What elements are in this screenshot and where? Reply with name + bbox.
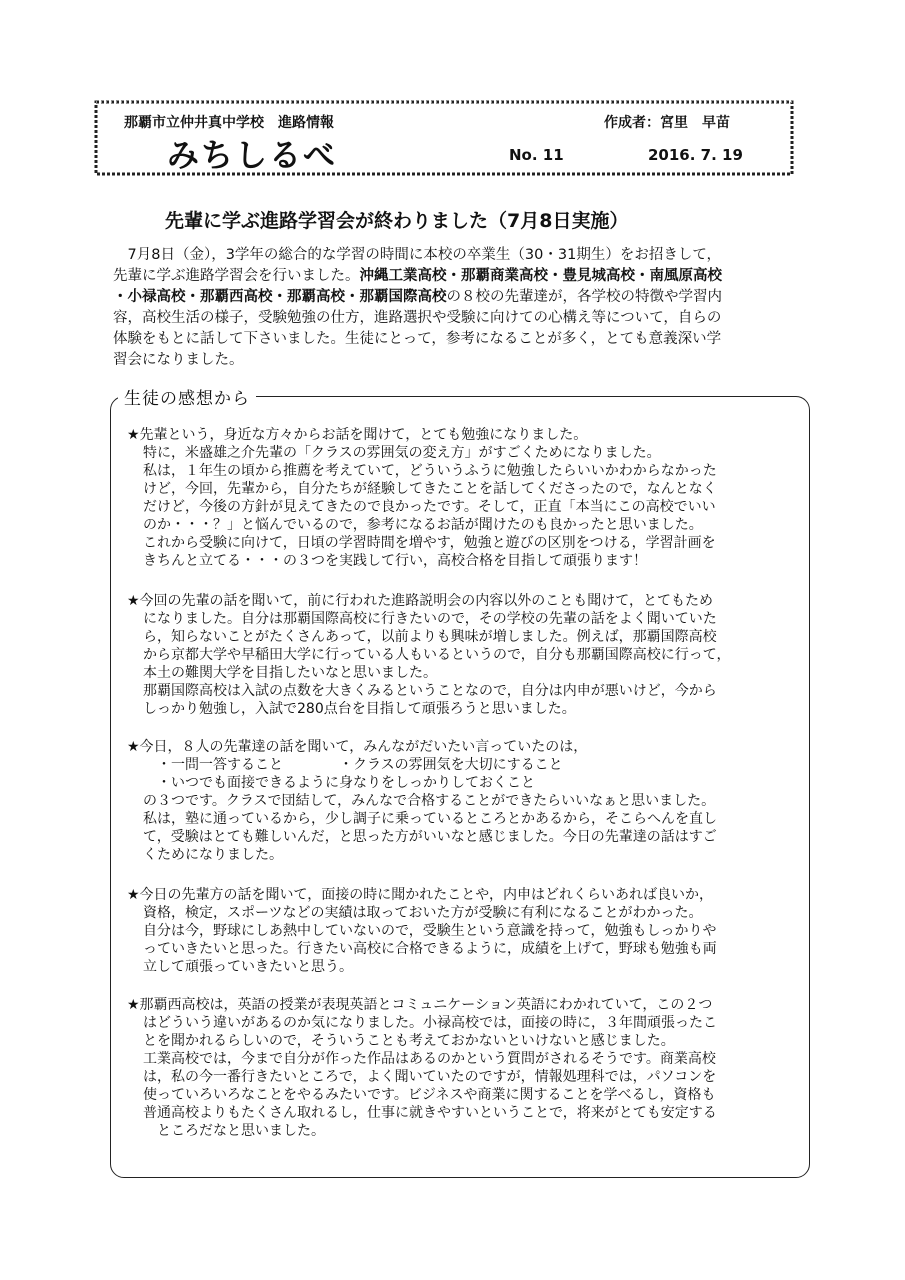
comment-line: ところだなと思いました。: [157, 1123, 325, 1139]
comment-line: くためになりました。: [143, 847, 283, 863]
intro-line: 体験をもとに話して下さいました。生徒にとって，参考になることが多く，とても意義深い学: [113, 331, 722, 347]
comment-line: 私は，塾に通っているから，少し調子に乗っているところとかあるから，そこらへんを直し: [143, 811, 717, 827]
comment-line: て，受験はとても難しいんだ，と思った方がいいなと感じました。今日の先輩達の話はすご: [143, 829, 717, 845]
comment-line: けど，今回，先輩から，自分たちが経験してきたことを話してくださったので，なんとなく: [143, 481, 717, 497]
comment-line: ★今日の先輩方の話を聞いて，面接の時に聞かれたことや，内申はどれくらいあれば良いか，: [127, 887, 713, 903]
school-name: 那覇市立仲井真中学校 進路情報: [124, 115, 334, 131]
comment-line: 本土の難関大学を目指したいなと思いました。: [143, 665, 437, 681]
author: 作成者：宮里 早苗: [604, 115, 730, 131]
comment-line: ★那覇西高校は，英語の授業が表現英語とコミュニケーション英語にわかれていて，この２つ: [127, 997, 713, 1013]
comment-line: のか・・・？」と悩んでいるので，参考になるお話が聞けたのも良かったと思いました。: [143, 517, 703, 533]
comment-line: とを聞かれるらしいので，そういうことも考えておかないといけないと感じました。: [143, 1033, 675, 1049]
comment-block: [127, 426, 807, 570]
issue-date: 2016. 7. 19: [648, 146, 743, 164]
comment-line: ★今日，８人の先輩達の話を聞いて，みんながだいたい言っていたのは，: [127, 739, 588, 755]
comment-line: から京都大学や早稲田大学に行っている人もいるというので，自分も那覇国際高校に行って，: [143, 647, 731, 663]
comment-line: しっかり勉強し，入試で280点台を目指して頑張ろうと思いました。: [143, 701, 576, 717]
intro-line: [113, 287, 803, 308]
comment-line: ★先輩という，身近な方々からお話を聞けて，とても勉強になりました。: [127, 427, 588, 443]
comment-block: [127, 996, 807, 1140]
school-list-bold: ・小禄高校・那覇西高校・那覇高校・那覇国際高校: [113, 289, 447, 305]
comment-line: は，私の今一番行きたいところで，よく聞いていたのですが，情報処理科では，パソコンを: [143, 1069, 717, 1085]
comment-line: 特に，米盛雄之介先輩の「クラスの雰囲気の変え方」がすごくためになりました。: [143, 445, 661, 461]
comment-line: 工業高校では，今まで自分が作った作品はあるのかという質問がされるそうです。商業高校: [143, 1051, 716, 1067]
comments-section-label: 生徒の感想から: [118, 384, 256, 409]
issue-number: No. 11: [509, 146, 564, 164]
intro-line: 7月8日（金），3学年の総合的な学習の時間に本校の卒業生（30・31期生）をお招きして，: [113, 247, 722, 263]
intro-line: [113, 266, 803, 287]
intro-line: 容，高校生活の様子，受験勉強の仕方，進路選択や受験に向けての心構え等について，自らの: [113, 310, 722, 326]
comment-block: [127, 592, 807, 718]
comment-line: 使っていろいろなことをやるみたいです。ビジネスや商業に関することを学べるし，資格も: [143, 1087, 716, 1103]
comment-block: [127, 738, 807, 864]
intro-line: 習会になりました。: [113, 352, 244, 368]
comment-line: 私は，１年生の頃から推薦を考えていて，どういうふうに勉強したらいいかわからなかった: [143, 463, 717, 479]
comment-line: っていきたいと思った。行きたい高校に合格できるように，成績を上げて，野球も勉強も両: [143, 941, 717, 957]
intro-text: の８校の先輩達が，各学校の特徴や学習内: [446, 289, 722, 305]
comment-line: 立して頑張っていきたいと思う。: [143, 959, 353, 975]
comment-line: になりました。自分は那覇国際高校に行きたいので，その学校の先輩の話をよく聞いていた: [143, 611, 717, 627]
comment-line: の３つです。クラスで団結して，みんなで合格することができたらいいなぁと思いました。: [143, 793, 716, 809]
intro-paragraph: [113, 245, 803, 371]
comment-block: [127, 886, 807, 976]
comment-line: 普通高校よりもたくさん取れるし，仕事に就きやすいということで，将来がとても安定する: [143, 1105, 717, 1121]
comment-line: ・一問一答すること ・クラスの雰囲気を大切にすること: [157, 757, 563, 773]
newsletter-title: みちしるべ: [167, 136, 338, 174]
school-list-bold: 沖縄工業高校・那覇商業高校・豊見城高校・南風原高校: [359, 268, 722, 284]
comment-line: 資格，検定，スポーツなどの実績は取っておいた方が受験に有利になることがわかった。: [143, 905, 703, 921]
comment-line: これから受験に向けて，日頃の学習時間を増やす，勉強と遊びの区別をつける，学習計画を: [143, 535, 716, 551]
comment-line: ら，知らないことがたくさんあって，以前よりも興味が増しました。例えば，那覇国際高校: [143, 629, 717, 645]
intro-text: 先輩に学ぶ進路学習会を行いました。: [113, 268, 360, 284]
comment-line: だけど，今後の方針が見えてきたので良かったです。そして，正直「本当にこの高校でいい: [143, 499, 716, 515]
comment-line: ★今回の先輩の話を聞いて，前に行われた進路説明会の内容以外のことも聞けて，とてもため: [127, 593, 713, 609]
comment-line: はどういう違いがあるのか気になりました。小禄高校では，面接の時に，３年間頑張ったこ: [143, 1015, 717, 1031]
comment-line: ・いつでも面接できるように身なりをしっかりしておくこと: [157, 775, 535, 791]
article-headline: 先輩に学ぶ進路学習会が終わりました（7月8日実施）: [165, 210, 629, 232]
comment-line: 那覇国際高校は入試の点数を大きくみるということなので，自分は内申が悪いけど，今から: [143, 683, 717, 699]
comment-line: 自分は今，野球にしあ熱中していないので，受験生という意識を持って，勉強もしっかりや: [143, 923, 717, 939]
comment-line: きちんと立てる・・・の３つを実践して行い，高校合格を目指して頑張ります！: [143, 553, 647, 569]
